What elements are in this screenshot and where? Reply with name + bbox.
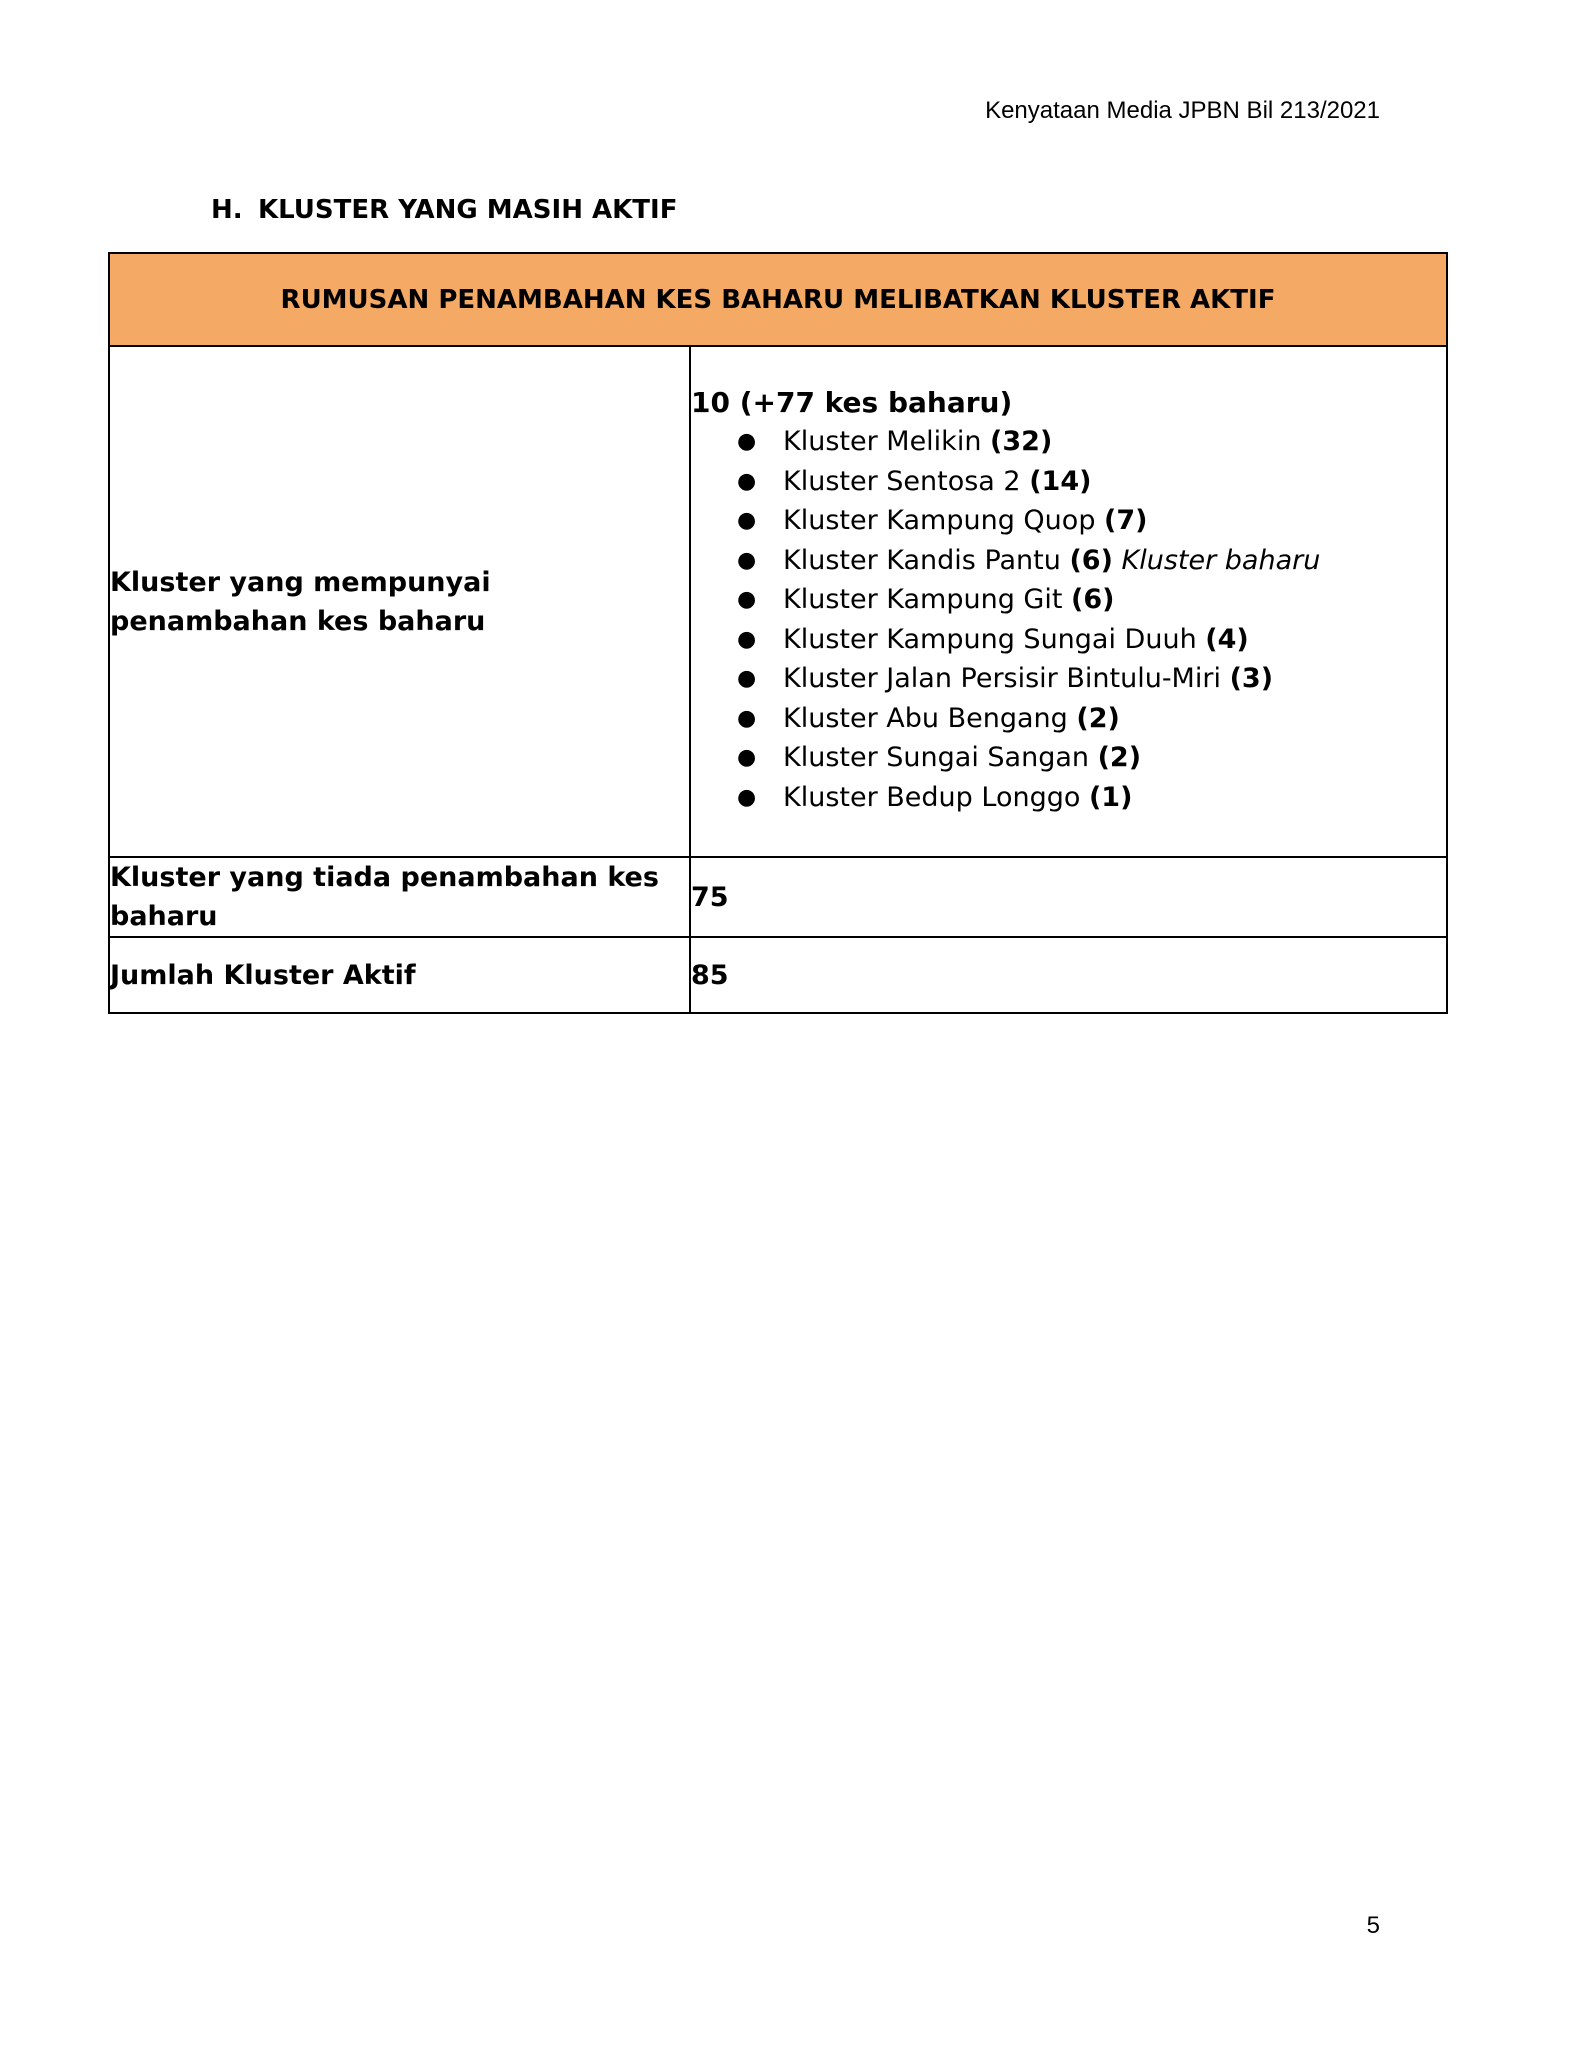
cluster-case-count: (7) bbox=[1104, 505, 1148, 536]
cluster-name: Kluster Sungai Sangan bbox=[783, 742, 1089, 773]
table-row-total bbox=[109, 937, 1447, 1013]
bullet-icon: ● bbox=[737, 745, 757, 770]
new-cases-value-cell bbox=[690, 346, 1447, 857]
section-heading bbox=[211, 193, 677, 227]
no-new-cases-label: Kluster yang tiada penambahan kes baharu bbox=[109, 857, 690, 937]
list-item bbox=[691, 422, 1446, 462]
table-row-new-cases bbox=[109, 346, 1447, 857]
list-item bbox=[691, 501, 1446, 541]
cluster-case-count: (2) bbox=[1076, 702, 1120, 734]
table-row-no-new-cases bbox=[109, 857, 1447, 937]
active-cluster-summary-table bbox=[108, 252, 1448, 1014]
cluster-name: Kluster Sentosa 2 bbox=[783, 465, 1021, 497]
cluster-note: Kluster baharu bbox=[1121, 544, 1321, 576]
bullet-icon: ● bbox=[737, 468, 757, 494]
list-item bbox=[691, 778, 1446, 818]
cluster-case-count: (14) bbox=[1029, 465, 1092, 497]
cluster-name: Kluster Jalan Persisir Bintulu-Miri bbox=[783, 663, 1221, 694]
no-new-cases-value: 75 bbox=[691, 881, 729, 913]
list-item bbox=[691, 541, 1446, 581]
page-number: 5 bbox=[1366, 1912, 1380, 1939]
cluster-name: Kluster Kampung Git bbox=[783, 584, 1063, 615]
cluster-name: Kluster Kampung Sungai Duuh bbox=[783, 623, 1197, 655]
no-new-cases-value-cell bbox=[690, 857, 1447, 937]
list-item bbox=[691, 659, 1446, 699]
cluster-case-count: (2) bbox=[1097, 742, 1142, 773]
bullet-icon: ● bbox=[737, 626, 757, 652]
total-value: 85 bbox=[691, 959, 729, 991]
document-reference: Kenyataan Media JPBN Bil 213/2021 bbox=[985, 97, 1380, 124]
cluster-name: Kluster Abu Bengang bbox=[783, 702, 1068, 734]
cluster-case-count: (3) bbox=[1229, 663, 1274, 694]
cluster-case-count: (32) bbox=[990, 426, 1053, 457]
bullet-icon: ● bbox=[737, 587, 757, 612]
cluster-case-count: (6) bbox=[1069, 544, 1113, 576]
list-item bbox=[691, 580, 1446, 620]
section-title: KLUSTER YANG MASIH AKTIF bbox=[258, 195, 678, 225]
list-item bbox=[691, 462, 1446, 502]
cluster-name: Kluster Melikin bbox=[783, 426, 982, 457]
bullet-icon: ● bbox=[737, 666, 757, 691]
cluster-name: Kluster Bedup Longgo bbox=[783, 781, 1081, 813]
bullet-icon: ● bbox=[737, 705, 757, 731]
cluster-list bbox=[691, 422, 1446, 817]
new-cases-label: Kluster yang mempunyai penambahan kes baharu bbox=[109, 346, 690, 857]
cluster-case-count: (1) bbox=[1088, 781, 1133, 813]
total-value-cell bbox=[690, 937, 1447, 1013]
cluster-case-count: (4) bbox=[1205, 623, 1249, 655]
total-label: Jumlah Kluster Aktif bbox=[109, 937, 690, 1013]
table-title-row bbox=[109, 253, 1447, 346]
bullet-icon: ● bbox=[737, 547, 757, 573]
cluster-name: Kluster Kampung Quop bbox=[783, 505, 1096, 536]
cluster-case-count: (6) bbox=[1071, 584, 1115, 615]
section-letter: H. bbox=[211, 195, 243, 225]
list-item bbox=[691, 738, 1446, 778]
bullet-icon: ● bbox=[737, 508, 757, 533]
new-cases-summary: 10 (+77 kes baharu) bbox=[691, 386, 1013, 419]
cluster-name: Kluster Kandis Pantu bbox=[783, 544, 1061, 576]
list-item bbox=[691, 699, 1446, 739]
bullet-icon: ● bbox=[737, 429, 757, 454]
list-item bbox=[691, 620, 1446, 660]
table-title: RUMUSAN PENAMBAHAN KES BAHARU MELIBATKAN KLUSTER AKTIF bbox=[109, 253, 1447, 346]
bullet-icon: ● bbox=[737, 784, 757, 810]
